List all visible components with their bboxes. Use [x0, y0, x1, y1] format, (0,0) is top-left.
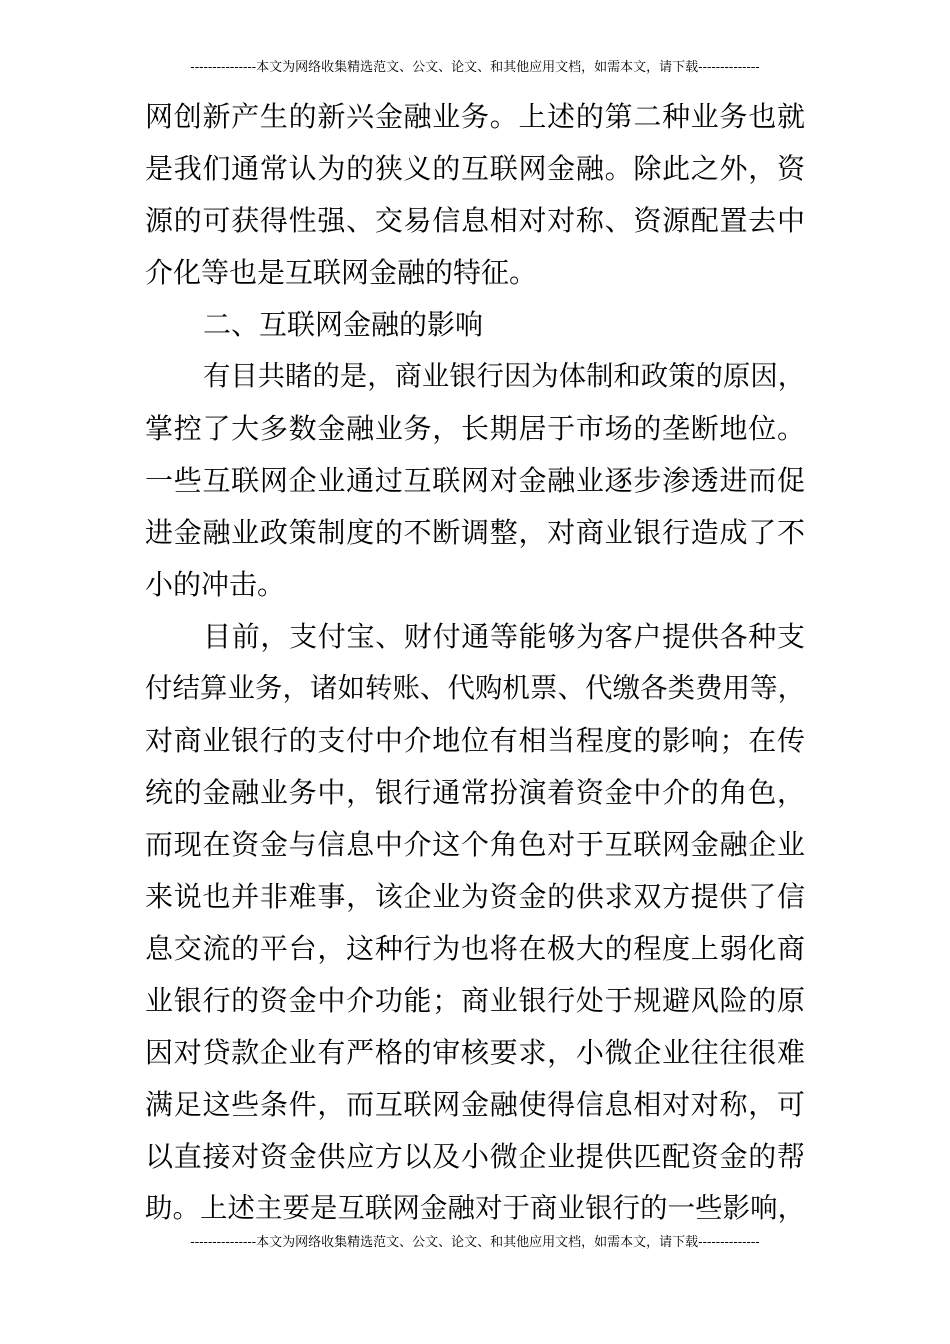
text-line: 息交流的平台，这种行为也将在极大的程度上弱化商 — [145, 932, 805, 965]
text-line: 而现在资金与信息中介这个角色对于互联网金融企业 — [145, 828, 805, 861]
text-line: 一些互联网企业通过互联网对金融业逐步渗透进而促 — [145, 464, 805, 497]
text-line: 掌控了大多数金融业务，长期居于市场的垄断地位。 — [145, 412, 805, 445]
text-line: 进金融业政策制度的不断调整，对商业银行造成了不 — [145, 516, 805, 549]
page-footer: ---------------本文为网络收集精选范文、公文、论文、和其他应用文档，如需本文，请下载-------------- — [190, 1235, 760, 1250]
document-body — [145, 91, 805, 1235]
text-line: 小的冲击。 — [145, 568, 286, 601]
page-header: ---------------本文为网络收集精选范文、公文、论文、和其他应用文档，如需本文，请下载-------------- — [190, 60, 760, 75]
text-line: 满足这些条件，而互联网金融使得信息相对对称，可 — [145, 1088, 805, 1121]
text-line: 介化等也是互联网金融的特征。 — [145, 256, 538, 289]
section-heading: 二、互联网金融的影响 — [203, 308, 484, 341]
text-line: 助。上述主要是互联网金融对于商业银行的一些影响， — [145, 1193, 805, 1224]
text-line: 业银行的资金中介功能；商业银行处于规避风险的原 — [145, 984, 805, 1017]
text-line: 有目共睹的是，商业银行因为体制和政策的原因， — [203, 361, 805, 392]
text-line: 统的金融业务中，银行通常扮演着资金中介的角色， — [145, 776, 805, 809]
text-line: 对商业银行的支付中介地位有相当程度的影响；在传 — [145, 724, 805, 757]
text-line: 源的可获得性强、交易信息相对对称、资源配置去中 — [145, 204, 805, 237]
text-line: 来说也并非难事，该企业为资金的供求双方提供了信 — [145, 880, 805, 913]
text-line: 是我们通常认为的狭义的互联网金融。除此之外，资 — [145, 152, 805, 185]
text-line: 网创新产生的新兴金融业务。上述的第二种业务也就 — [145, 100, 805, 133]
text-line: 以直接对资金供应方以及小微企业提供匹配资金的帮 — [145, 1140, 805, 1173]
text-line: 目前，支付宝、财付通等能够为客户提供各种支 — [203, 620, 805, 653]
text-line: 付结算业务，诸如转账、代购机票、代缴各类费用等， — [145, 673, 805, 704]
text-line: 因对贷款企业有严格的审核要求，小微企业往往很难 — [145, 1036, 805, 1069]
